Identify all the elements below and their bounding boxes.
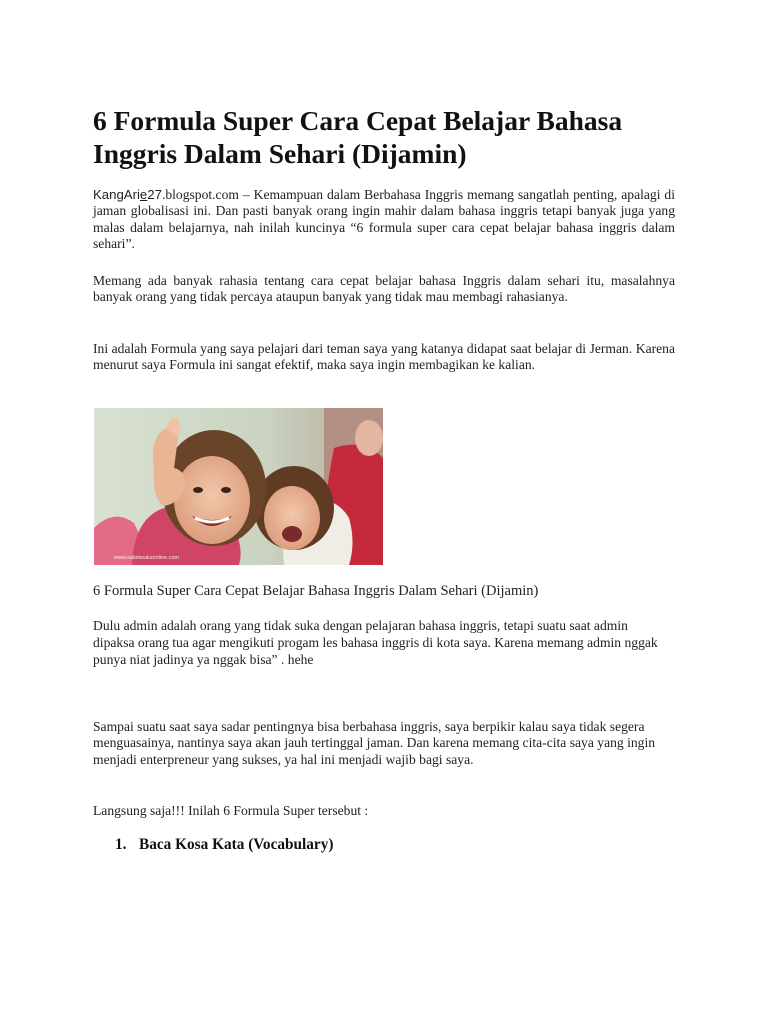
site-link[interactable]: e (139, 187, 148, 202)
intro-paragraph (93, 187, 675, 253)
image-credit: www.salatiwaksonline.com (114, 555, 180, 561)
paragraph-4: Dulu admin adalah orang yang tidak suka dengan pelajaran bahasa inggris, tetapi suatu saat admin dipaksa orang tua agar mengikuti progam les bahasa inggris di kota saya. Karena memang admin nggak punya niat jadinya ya nggak bisa” . hehe (93, 618, 658, 667)
paragraph-6: Langsung saja!!! Inilah 6 Formula Super tersebut : (93, 803, 369, 818)
site-domain: .blogspot.com (161, 187, 239, 202)
list-item-number: 1. (115, 836, 127, 853)
site-name: KangArie27 (93, 187, 162, 202)
article-title: 6 Formula Super Cara Cepat Belajar Bahasa Inggris Dalam Sehari (Dijamin) (93, 105, 623, 169)
paragraph-2: Memang ada banyak rahasia tentang cara cepat belajar bahasa Inggris dalam sehari itu, masalahnya banyak orang yang tidak percaya ataupun banyak yang tidak mau membagi rahasianya. (93, 273, 675, 305)
list-item (115, 836, 333, 854)
paragraph-3: Ini adalah Formula yang saya pelajari dari teman saya yang katanya didapat saat belajar di Jerman. Karena menurut saya Formula ini sangat efektif, maka saya ingin membagikan ke kalian. (93, 341, 675, 373)
image-caption: 6 Formula Super Cara Cepat Belajar Bahasa Inggris Dalam Sehari (Dijamin) (93, 583, 539, 599)
intro-text: – Kemampuan dalam Berbahasa Inggris memang sangatlah penting, apalagi di jaman globalisasi ini. Dan pasti banyak orang ingin mahir dalam bahasa inggris tetapi banyak juga yang malas dalam belajarnya, nah inilah kuncinya “6 formula super cara cepat belajar bahasa inggris dalam sehari”. (93, 187, 675, 252)
article-photo (94, 408, 383, 565)
photo-two-children-thumbs-up-icon (94, 408, 383, 565)
paragraph-5: Sampai suatu saat saya sadar pentingnya bisa berbahasa inggris, saya berpikir kalau saya tidak segera menguasainya, nantinya saya akan jauh tertinggal jaman. Dan karena memang cita-cita saya yang ingin menjadi enterpreneur yang sukses, ya hal ini menjadi wajib bagi saya. (93, 719, 656, 767)
list-item-text: Baca Kosa Kata (Vocabulary) (139, 836, 334, 853)
